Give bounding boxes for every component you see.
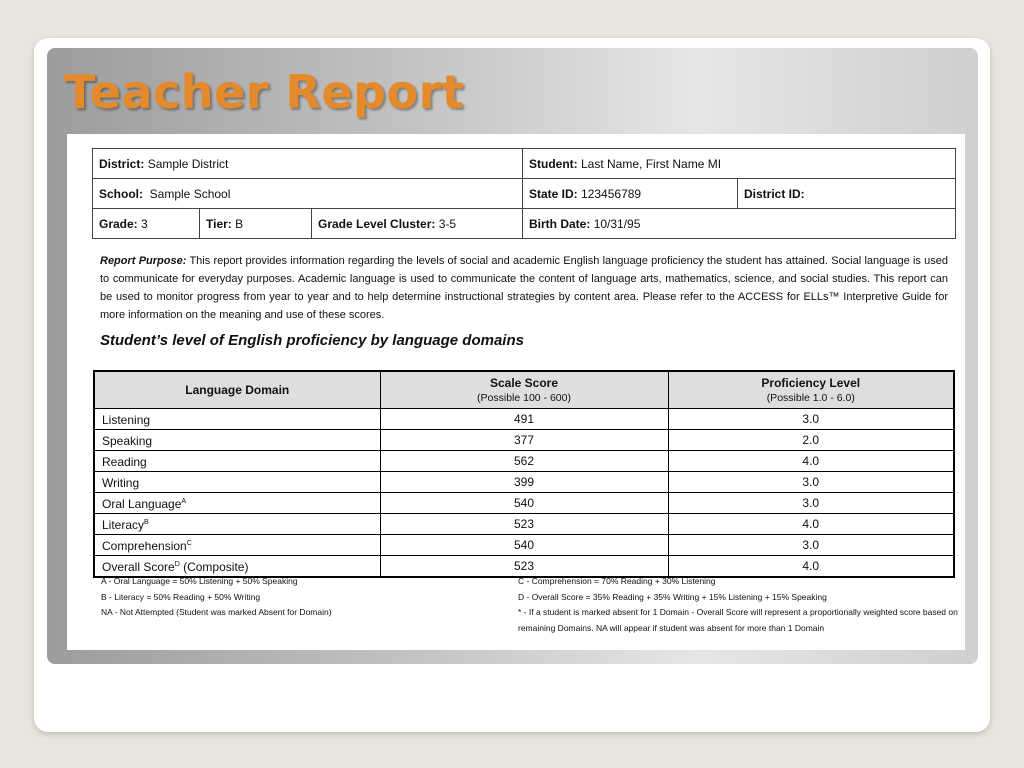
scale-score-cell: 523 — [380, 514, 668, 535]
proficiency-cell: 3.0 — [668, 472, 954, 493]
report-purpose: Report Purpose: This report provides information regarding the levels of social and academic English language proficiency the student has attained. Social language is used to communicate for everyday purposes. Academic language is used to communicate the content of language arts, mathematics, science, and social studies. This report can be used to monitor progress from year to year and to help determine instructional strategies by content area. Please refer to the ACCESS for ELLs™ Interpretive Guide for more information on the meaning and use of these scores. — [100, 255, 948, 321]
proficiency-cell: 2.0 — [668, 430, 954, 451]
tier-cell: Tier: B — [200, 209, 312, 239]
student-info-table — [92, 148, 956, 239]
state-id-cell: State ID: 123456789 — [523, 179, 738, 209]
footnotes-right — [518, 574, 958, 636]
scale-score-cell: 562 — [380, 451, 668, 472]
table-row — [94, 409, 954, 430]
student-cell: Student: Last Name, First Name MI — [523, 149, 956, 179]
table-row — [94, 514, 954, 535]
proficiency-cell: 4.0 — [668, 514, 954, 535]
proficiency-cell: 3.0 — [668, 409, 954, 430]
domain-cell: Oral Language$^A$ — [94, 493, 380, 514]
scale-score-header: Scale Score (Possible 100 - 600) — [380, 371, 668, 409]
birth-date-cell: Birth Date: 10/31/95 — [523, 209, 956, 239]
domain-cell: Speaking — [94, 430, 380, 451]
school-cell: School: Sample School — [93, 179, 523, 209]
report-page — [67, 134, 965, 650]
proficiency-cell: 3.0 — [668, 535, 954, 556]
table-row — [94, 451, 954, 472]
table-row — [94, 493, 954, 514]
grade-cell: Grade: 3 — [93, 209, 200, 239]
footnotes-left — [101, 574, 501, 621]
slide-title: Teacher Report — [64, 65, 465, 119]
domain-cell: Reading — [94, 451, 380, 472]
section-heading: Student’s level of English proficiency by language domains — [100, 332, 524, 349]
cluster-cell: Grade Level Cluster: 3-5 — [312, 209, 523, 239]
domain-cell: Overall Score$^D$ (Composite) — [94, 556, 380, 578]
table-row — [94, 472, 954, 493]
footnote: C - Comprehension = 70% Reading + 30% Listening — [518, 576, 716, 586]
scale-score-cell: 540 — [380, 493, 668, 514]
scale-score-cell: 491 — [380, 409, 668, 430]
footnote: A - Oral Language = 50% Listening + 50% Speaking — [101, 576, 298, 586]
proficiency-cell: 3.0 — [668, 493, 954, 514]
district-id-cell: District ID: — [738, 179, 956, 209]
footnote: * - If a student is marked absent for 1 Domain - Overall Score will represent a proportionally weighted score based on remaining Domains. NA will appear if student was absent for more than 1 Domain — [518, 607, 958, 633]
scale-score-cell: 523 — [380, 556, 668, 578]
district-cell: District: Sample District — [93, 149, 523, 179]
footnote: B - Literacy = 50% Reading + 50% Writing — [101, 591, 261, 602]
scores-table — [93, 370, 955, 578]
table-row — [94, 535, 954, 556]
footnote: D - Overall Score = 35% Reading + 35% Writing + 15% Listening + 15% Speaking — [518, 591, 827, 602]
scale-score-cell: 399 — [380, 472, 668, 493]
scale-score-cell: 540 — [380, 535, 668, 556]
proficiency-cell: 4.0 — [668, 556, 954, 578]
domain-cell: Literacy$^B$ — [94, 514, 380, 535]
scale-score-cell: 377 — [380, 430, 668, 451]
footnote: NA - Not Attempted (Student was marked Absent for Domain) — [101, 607, 332, 617]
proficiency-header: Proficiency Level (Possible 1.0 - 6.0) — [668, 371, 954, 409]
domain-header: Language Domain — [94, 371, 380, 409]
domain-cell: Comprehension$^C$ — [94, 535, 380, 556]
proficiency-cell: 4.0 — [668, 451, 954, 472]
domain-cell: Listening — [94, 409, 380, 430]
domain-cell: Writing — [94, 472, 380, 493]
table-row — [94, 430, 954, 451]
